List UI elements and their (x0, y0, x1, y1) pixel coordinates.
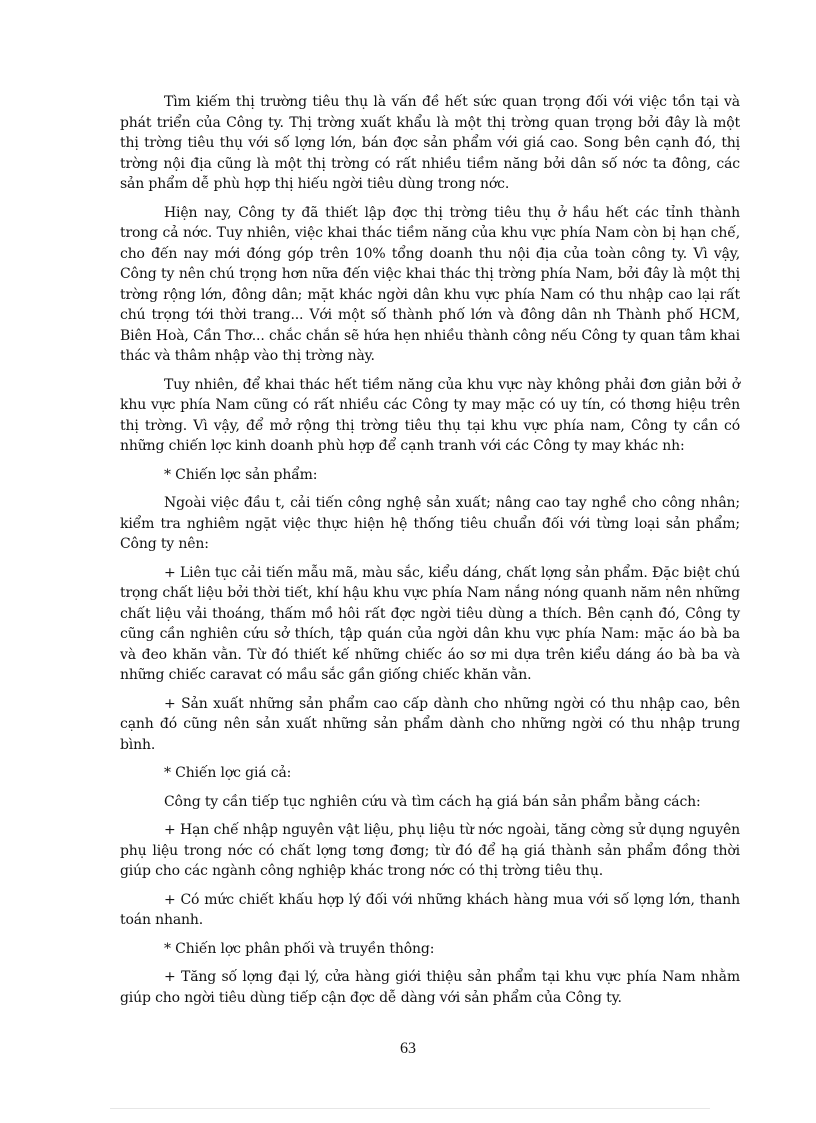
paragraph-price-discount: + Có mức chiết khấu hợp lý đối với những khách hàng mua với số lợng lớn, thanh toán nhanh. (120, 891, 740, 928)
footer-divider (110, 1108, 710, 1109)
paragraph-product-tiers: + Sản xuất những sản phẩm cao cấp dành cho những ngời có thu nhập cao, bên cạnh đó cũng nên sản xuất những sản phẩm dành cho những ngời có thu nhập trung bình. (120, 695, 740, 753)
heading-distribution-strategy: * Chiến lợc phân phối và truyền thông: (164, 940, 435, 957)
paragraph-competition: Tuy nhiên, để khai thác hết tiềm năng của khu vực này không phải đơn giản bởi ở khu vực phía Nam cũng có rất nhiều các Công ty may mặc có uy tín, có thơng hiệu trên thị trờng. Vì vậy, để mở rộng thị trờng tiêu thụ tại khu vực phía nam, Công ty cần có những chiến lợc kinh doanh phù hợp để cạnh tranh với các Công ty may khác nh: (120, 376, 740, 454)
paragraph-product-design: + Liên tục cải tiến mẫu mã, màu sắc, kiểu dáng, chất lợng sản phẩm. Đặc biệt chú trọng chất liệu bởi thời tiết, khí hậu khu vực phía Nam nắng nóng quanh năm nên những chất liệu vải thoáng, thấm mồ hôi rất đợc ngời tiêu dùng a thích. Bên cạnh đó, Công ty cũng cần nghiên cứu sở thích, tập quán của ngời dân khu vực phía Nam: mặc áo bà ba và đeo khăn vằn. Từ đó thiết kế những chiếc áo sơ mi dựa trên kiểu dáng áo bà ba và những chiếc caravat có mầu sắc gần giống chiếc khăn vằn. (120, 564, 740, 683)
paragraph-current-market: Hiện nay, Công ty đã thiết lập đợc thị trờng tiêu thụ ở hầu hết các tỉnh thành trong cả nớc. Tuy nhiên, việc khai thác tiềm năng của khu vực phía Nam còn bị hạn chế, cho đến nay mới đóng góp trên 10% tổng doanh thu nội địa của toàn công ty. Vì vậy, Công ty nên chú trọng hơn nữa đến việc khai thác thị trờng phía Nam, bởi đây là một thị trờng rộng lớn, đông dân; mặt khác ngời dân khu vực phía Nam có thu nhập cao lại rất chú trọng tới thời trang... Với một số thành phố lớn và đông dân nh Thành phố HCM, Biên Hoà, Cần Thơ... chắc chắn sẽ hứa hẹn nhiều thành công nếu Công ty quan tâm khai thác và thâm nhập vào thị trờng này. (120, 204, 740, 364)
heading-product-strategy: * Chiến lợc sản phẩm: (164, 466, 318, 483)
paragraph-price-materials: + Hạn chế nhập nguyên vật liệu, phụ liệu từ nớc ngoài, tăng cờng sử dụng nguyên phụ liệu trong nớc có chất lợng tơng đơng; từ đó để hạ giá thành sản phẩm đồng thời giúp cho các ngành công nghiệp khác trong nớc có thị trờng tiêu thụ. (120, 822, 740, 879)
paragraph-market-importance: Tìm kiếm thị trường tiêu thụ là vấn đề hết sức quan trọng đối với việc tồn tại và phát triển của Công ty. Thị trờng xuất khẩu là một thị trờng quan trọng bởi đây là một thị trờng tiêu thụ với số lợng lớn, bán đợc sản phẩm với giá cao. Song bên cạnh đó, thị trờng nội địa cũng là một thị trờng có rất nhiều tiềm năng bởi dân số nớc ta đông, các sản phẩm dễ phù hợp thị hiếu ngời tiêu dùng trong nớc. (120, 94, 740, 192)
paragraph-distribution-agents: + Tăng số lợng đại lý, cửa hàng giới thiệu sản phẩm tại khu vực phía Nam nhằm giúp cho ngời tiêu dùng tiếp cận đợc dễ dàng với sản phẩm của Công ty. (120, 969, 740, 1006)
document-body (120, 92, 740, 1016)
page-number: 63 (400, 1040, 416, 1057)
paragraph-product-intro: Ngoài việc đầu t, cải tiến công nghệ sản xuất; nâng cao tay nghề cho công nhân; kiểm tra nghiêm ngặt việc thực hiện hệ thống tiêu chuẩn đối với từng loại sản phẩm; Công ty nên: (120, 495, 740, 552)
heading-price-strategy: * Chiến lợc giá cả: (164, 765, 292, 781)
paragraph-price-intro: Công ty cần tiếp tục nghiên cứu và tìm cách hạ giá bán sản phẩm bằng cách: (164, 793, 701, 810)
